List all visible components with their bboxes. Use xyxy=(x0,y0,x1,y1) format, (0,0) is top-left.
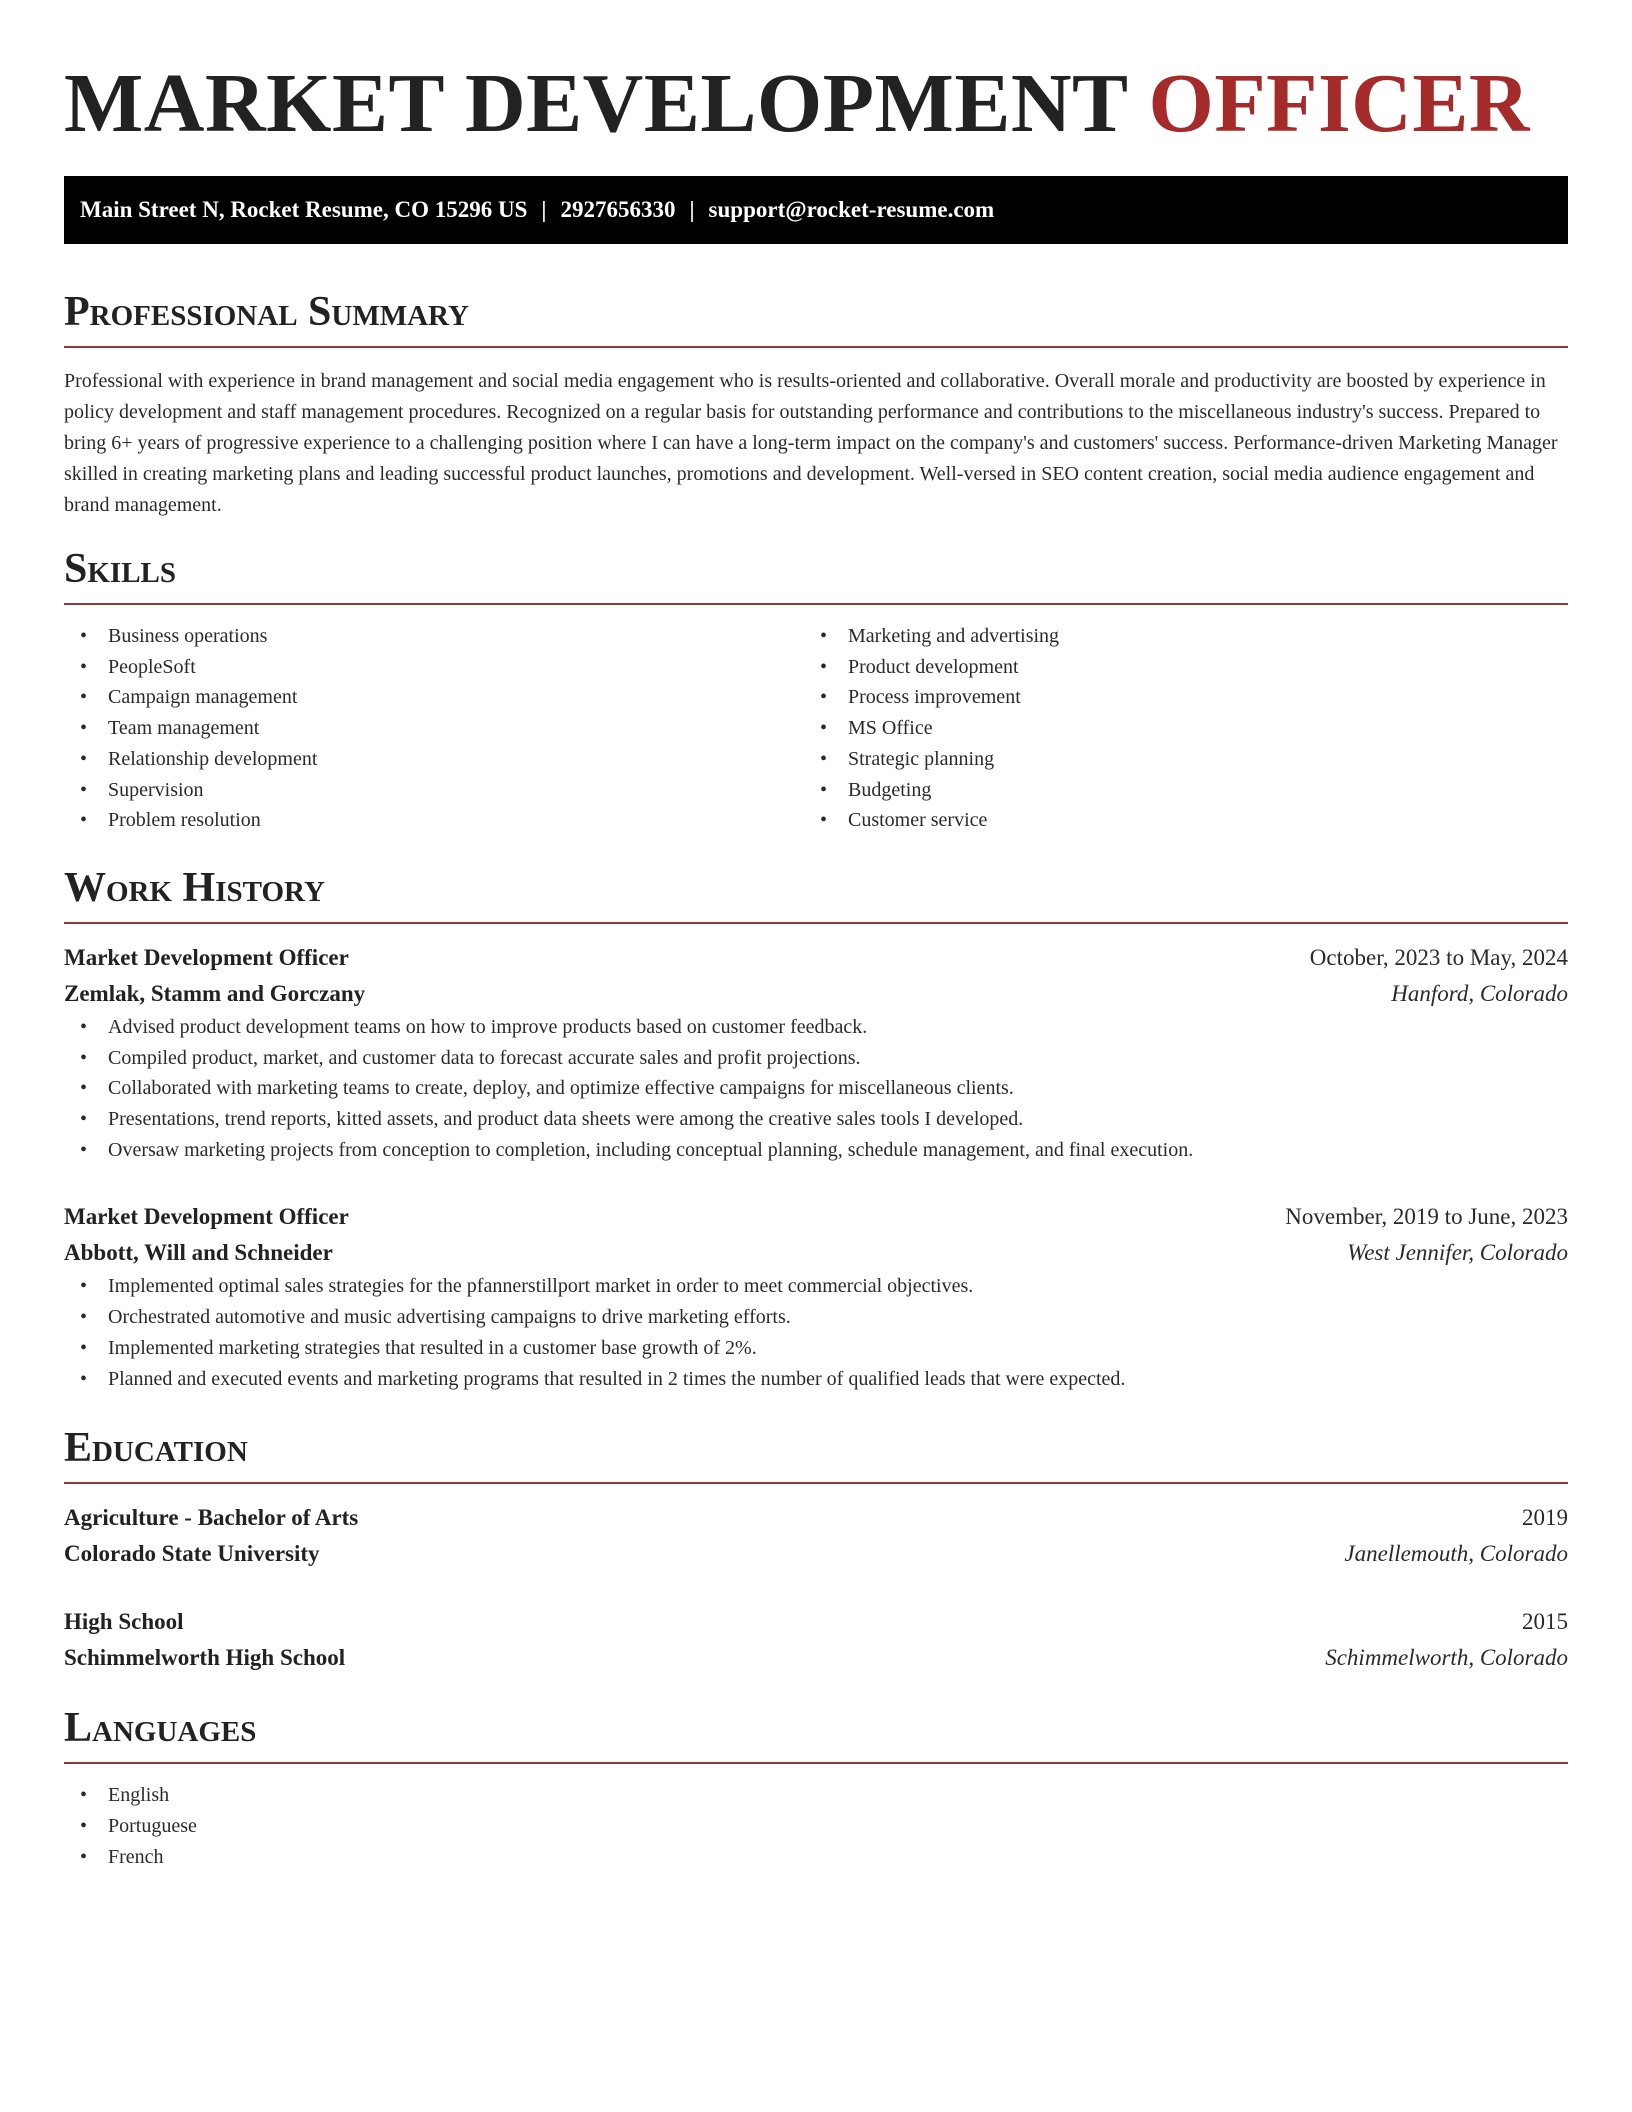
education-year: 2015 xyxy=(1522,1609,1568,1635)
contact-email[interactable]: support@rocket-resume.com xyxy=(708,197,995,222)
language-item: • Portuguese xyxy=(64,1811,1568,1842)
summary-text: Professional with experience in brand management and social media engagement who is results-oriented and collaborative. Overall morale and productivity are boosted by experience in policy development and staff management procedures. Recognized on a regular basis for outstanding performance and contributions to the miscellaneous industry's success. Prepared to bring 6+ years of progressive experience to a challenging position where I can have a long-term impact on the company's and customers' success. Performance-driven Marketing Manager skilled in creating marketing plans and leading successful product launches, promotions and development. Well-versed in SEO content creation, social media audience engagement and brand management. xyxy=(64,370,1558,516)
skills-columns xyxy=(64,621,1568,836)
skill-item: • Campaign management xyxy=(64,682,804,713)
languages-section xyxy=(64,1702,1568,1872)
job-title: Market Development Officer xyxy=(64,1204,349,1230)
skill-item: • Process improvement xyxy=(804,682,1544,713)
job-bullets xyxy=(64,1271,1568,1394)
contact-separator: | xyxy=(689,197,695,222)
skill-item: • MS Office xyxy=(804,713,1544,744)
work-history-section xyxy=(64,862,1568,1394)
job-header-row xyxy=(64,940,1568,976)
skill-item: • Marketing and advertising xyxy=(804,621,1544,652)
education-degree: High School xyxy=(64,1609,184,1635)
section-divider xyxy=(64,346,1568,348)
job-title: Market Development Officer xyxy=(64,944,349,970)
section-divider xyxy=(64,922,1568,924)
education-location: Schimmelworth, Colorado xyxy=(1325,1645,1568,1671)
job-dates: October, 2023 to May, 2024 xyxy=(1309,944,1568,970)
education-degree-row xyxy=(64,1604,1568,1640)
resume-title xyxy=(64,0,1568,176)
skill-item: • Relationship development xyxy=(64,744,804,775)
section-divider xyxy=(64,1482,1568,1484)
job-location: West Jennifer, Colorado xyxy=(1347,1240,1568,1266)
contact-phone[interactable]: 2927656330 xyxy=(560,197,676,222)
job-header-row xyxy=(64,1199,1568,1235)
section-divider xyxy=(64,603,1568,605)
education-school-row xyxy=(64,1640,1568,1676)
title-main: MARKET DEVELOPMENT xyxy=(64,57,1128,150)
summary-section xyxy=(64,286,1568,521)
job-dates: November, 2019 to June, 2023 xyxy=(1285,1204,1568,1230)
job-bullets xyxy=(64,1012,1568,1166)
job-company-row xyxy=(64,1235,1568,1271)
job-bullet: • Compiled product, market, and customer data to forecast accurate sales and profit projections. xyxy=(64,1043,1568,1074)
education-location: Janellemouth, Colorado xyxy=(1344,1541,1568,1567)
job-company: Zemlak, Stamm and Gorczany xyxy=(64,980,366,1006)
education-section xyxy=(64,1422,1568,1676)
skills-list-left xyxy=(64,621,804,836)
section-heading-skills: Skills xyxy=(64,546,177,592)
job-bullet: • Presentations, trend reports, kitted assets, and product data sheets were among the creative sales tools I developed. xyxy=(64,1104,1568,1135)
languages-list xyxy=(64,1780,1568,1872)
skill-item: • Strategic planning xyxy=(804,744,1544,775)
skill-item: • Product development xyxy=(804,652,1544,683)
job-bullet: • Advised product development teams on how to improve products based on customer feedback. xyxy=(64,1012,1568,1043)
contact-address: Main Street N, Rocket Resume, CO 15296 US xyxy=(80,197,528,222)
education-entry xyxy=(64,1500,1568,1572)
job-company-row xyxy=(64,976,1568,1012)
job-bullet: • Collaborated with marketing teams to create, deploy, and optimize effective campaigns for miscellaneous clients. xyxy=(64,1073,1568,1104)
skill-item: • Problem resolution xyxy=(64,805,804,836)
education-entry xyxy=(64,1604,1568,1676)
skill-item: • Supervision xyxy=(64,775,804,806)
skills-list-right xyxy=(804,621,1544,836)
job-bullet: • Implemented optimal sales strategies for the pfannerstillport market in order to meet commercial objectives. xyxy=(64,1271,1568,1302)
education-school: Schimmelworth High School xyxy=(64,1645,346,1671)
education-school-row xyxy=(64,1536,1568,1572)
section-heading-summary: Professional Summary xyxy=(64,289,469,335)
education-school: Colorado State University xyxy=(64,1541,320,1567)
job-entry xyxy=(64,940,1568,1166)
section-heading-work: Work History xyxy=(64,864,325,911)
language-item: • English xyxy=(64,1780,1568,1811)
title-accent: OFFICER xyxy=(1148,57,1531,150)
job-company: Abbott, Will and Schneider xyxy=(64,1240,333,1266)
education-year: 2019 xyxy=(1522,1505,1568,1531)
skill-item: • Business operations xyxy=(64,621,804,652)
job-bullet: • Orchestrated automotive and music advertising campaigns to drive marketing efforts. xyxy=(64,1302,1568,1333)
skills-section xyxy=(64,543,1568,836)
contact-bar xyxy=(64,176,1568,244)
section-divider xyxy=(64,1762,1568,1764)
education-degree-row xyxy=(64,1500,1568,1536)
section-heading-languages: Languages xyxy=(64,1705,257,1752)
skill-item: • Customer service xyxy=(804,805,1544,836)
skill-item: • PeopleSoft xyxy=(64,652,804,683)
job-entry xyxy=(64,1199,1568,1394)
skill-item: • Budgeting xyxy=(804,775,1544,806)
section-heading-education: Education xyxy=(64,1425,248,1472)
language-item: • French xyxy=(64,1842,1568,1873)
job-bullet: • Implemented marketing strategies that resulted in a customer base growth of 2%. xyxy=(64,1333,1568,1364)
contact-separator: | xyxy=(541,197,547,222)
education-degree: Agriculture - Bachelor of Arts xyxy=(64,1505,359,1531)
job-bullet: • Planned and executed events and marketing programs that resulted in 2 times the number of qualified leads that were expected. xyxy=(64,1364,1568,1395)
job-location: Hanford, Colorado xyxy=(1391,980,1568,1006)
skill-item: • Team management xyxy=(64,713,804,744)
job-bullet: • Oversaw marketing projects from conception to completion, including conceptual planning, schedule management, and final execution. xyxy=(64,1135,1568,1166)
